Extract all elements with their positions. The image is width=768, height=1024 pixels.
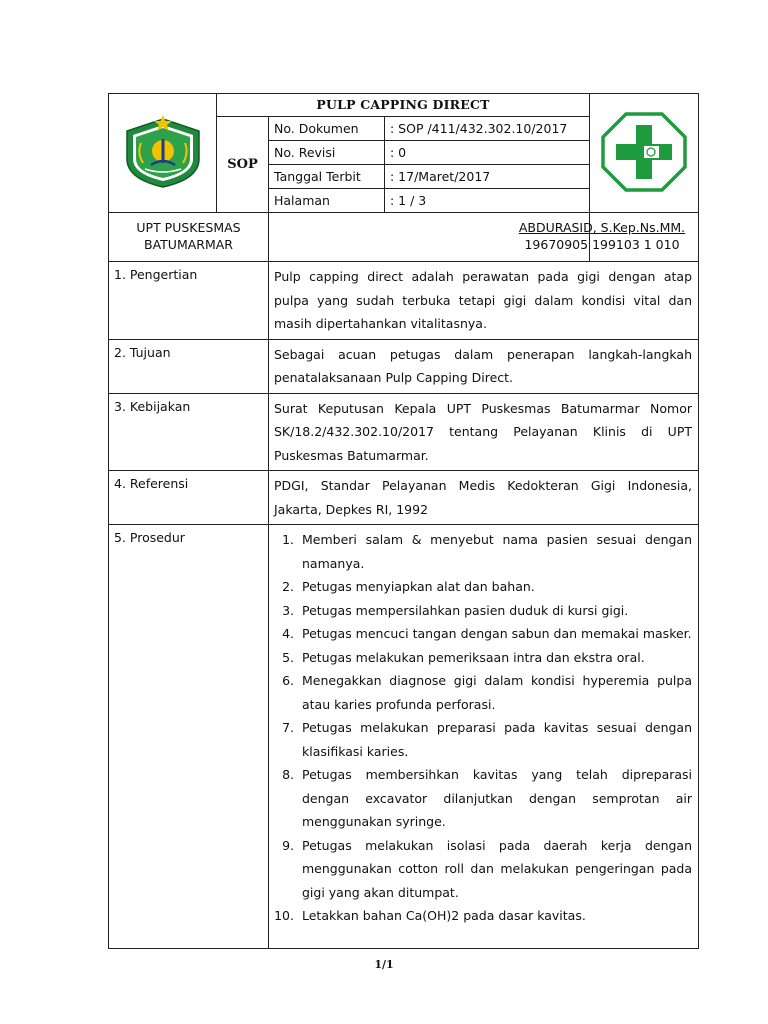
step-number: 5. [282,649,294,665]
procedure-step [274,622,692,646]
signer-nip: 19670905 199103 1 010 [524,237,680,252]
meta-label-dokumen: No. Dokumen [269,117,385,141]
page-number: 1/1 [374,958,394,971]
meta-value-dokumen: : SOP /411/432.302.10/2017 [385,117,590,141]
step-number: 3. [282,602,294,618]
step-text: Petugas menyiapkan alat dan bahan. [302,579,535,594]
section-label-prosedur: 5. Prosedur [109,525,269,949]
meta-value-halaman: : 1 / 3 [385,189,590,213]
step-text: Menegakkan diagnose gigi dalam kondisi hyperemia pulpa atau karies profunda perforasi. [302,673,693,712]
step-number: 9. [282,837,294,853]
step-text: Petugas melakukan preparasi pada kavitas sesuai dengan klasifikasi karies. [302,720,693,759]
regency-emblem-icon [117,113,209,191]
procedure-step [274,528,692,575]
section-text-tujuan: Sebagai acuan petugas dalam penerapan langkah-langkah penatalaksanaan Pulp Capping Direct. [269,339,699,393]
step-text: Memberi salam & menyebut nama pasien sesuai dengan namanya. [302,532,693,571]
right-logo-cell [590,94,699,213]
step-text: Petugas melakukan pemeriksaan intra dan ekstra oral. [302,649,645,665]
step-text: Petugas membersihkan kavitas yang telah dipreparasi dengan excavator dilanjutkan dengan semprotan air menggunakan syringe. [302,767,693,829]
meta-label-halaman: Halaman [269,189,385,213]
signer-name: ABDURASID, S.Kep.Ns.MM. [518,220,686,235]
sop-document [108,93,698,949]
meta-label-revisi: No. Revisi [269,141,385,165]
procedure-cell [269,525,699,949]
step-text: Letakkan bahan Ca(OH)2 pada dasar kavitas. [302,908,586,923]
procedure-step [274,763,692,834]
section-text-kebijakan: Surat Keputusan Kepala UPT Puskesmas Batumarmar Nomor SK/18.2/432.302.10/2017 tentang Pelayanan Klinis di UPT Puskesmas Batumarmar. [269,393,699,471]
section-text-referensi: PDGI, Standar Pelayanan Medis Kedokteran Gigi Indonesia, Jakarta, Depkes RI, 1992 [269,471,699,525]
puskesmas-cross-icon [601,111,687,193]
section-label-pengertian: 1. Pengertian [109,262,269,340]
org-name-line1: UPT PUSKESMAS [136,220,241,235]
step-number: 2. [282,579,294,594]
step-number: 10. [274,908,294,923]
left-logo-cell [109,94,217,213]
document-title: PULP CAPPING DIRECT [217,94,590,117]
procedure-step [274,716,692,763]
procedure-step [274,669,692,716]
procedure-step [274,904,692,928]
procedure-step [274,834,692,905]
procedure-step [274,575,692,599]
step-text: Petugas mencuci tangan dengan sabun dan memakai masker. [302,626,692,641]
org-name-line2: BATUMARMAR [144,237,233,252]
step-number: 1. [282,532,294,547]
procedure-list [269,525,698,931]
step-text: Petugas mempersilahkan pasien duduk di kursi gigi. [302,602,629,618]
section-label-referensi: 4. Referensi [109,471,269,525]
step-number: 6. [282,673,294,688]
meta-value-revisi: : 0 [385,141,590,165]
procedure-step [274,599,692,623]
sop-label: SOP [217,117,269,213]
meta-value-tanggal: : 17/Maret/2017 [385,165,590,189]
step-number: 4. [282,626,294,641]
section-label-kebijakan: 3. Kebijakan [109,393,269,471]
org-name-cell [109,213,269,262]
sop-table [108,93,699,949]
signature-cell [518,213,699,262]
meta-label-tanggal: Tanggal Terbit [269,165,385,189]
section-label-tujuan: 2. Tujuan [109,339,269,393]
step-text: Petugas melakukan isolasi pada daerah kerja dengan menggunakan cotton roll dan melakukan pengeringan pada gigi yang akan ditumpat. [302,837,693,900]
step-number: 7. [282,720,294,735]
procedure-step [274,646,692,670]
step-number: 8. [282,767,294,782]
section-text-pengertian: Pulp capping direct adalah perawatan pada gigi dengan atap pulpa yang sudah terbuka tetapi gigi dalam kondisi vital dan masih dipertahankan vitalitasnya. [269,262,699,340]
